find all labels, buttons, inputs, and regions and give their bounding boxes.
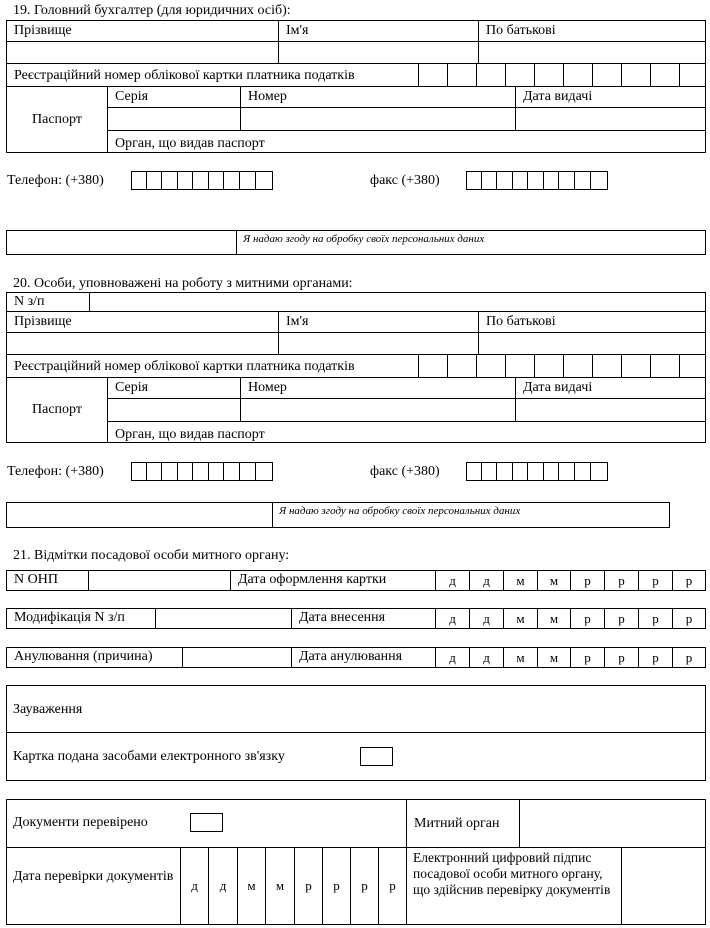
fax-digit[interactable] [481, 171, 497, 190]
s21-remarks-label: Зауваження [13, 702, 83, 717]
date-cell[interactable]: р [638, 570, 673, 591]
date-cell[interactable]: д [208, 847, 238, 925]
s19-consent-label: Я надаю згоду на обробку своїх персональних даних [236, 230, 706, 255]
date-cell[interactable]: р [604, 647, 639, 668]
s19-number-field[interactable] [240, 107, 516, 131]
date-cell[interactable]: р [378, 847, 407, 925]
s19-tax-digit[interactable] [447, 63, 477, 87]
s20-series-field[interactable] [107, 398, 241, 422]
s19-name-label: Ім'я [278, 20, 479, 42]
s21-remarks-box [6, 685, 706, 781]
s20-number-field[interactable] [240, 398, 516, 422]
date-cell[interactable]: м [537, 608, 571, 629]
s19-series-field[interactable] [107, 107, 241, 131]
phone-digit[interactable] [177, 171, 193, 190]
fax-digit[interactable] [512, 462, 528, 481]
s19-tax-digit[interactable] [621, 63, 651, 87]
s19-surname-field[interactable] [6, 41, 279, 64]
date-cell[interactable]: р [604, 570, 639, 591]
s19-tax-id-label: Реєстраційний номер облікової картки платника податків [6, 63, 419, 87]
phone-digit[interactable] [177, 462, 193, 481]
s21-modification-field[interactable] [155, 608, 292, 629]
s19-tax-digit[interactable] [679, 63, 706, 87]
phone-digit[interactable] [223, 171, 240, 190]
s20-tax-digit[interactable] [447, 354, 477, 378]
s20-num-field[interactable] [89, 292, 706, 312]
s21-check-date-label: Дата перевірки документів [13, 869, 174, 884]
s20-tax-digit[interactable] [679, 354, 706, 378]
s20-name-field[interactable] [278, 332, 479, 355]
s19-number-label: Номер [240, 86, 516, 108]
fax-digit[interactable] [590, 171, 608, 190]
s19-fax-cells[interactable] [466, 171, 608, 190]
date-cell[interactable]: д [469, 647, 504, 668]
fax-digit[interactable] [466, 171, 482, 190]
s19-tax-digit[interactable] [476, 63, 506, 87]
date-cell[interactable]: д [435, 570, 470, 591]
phone-digit[interactable] [192, 462, 209, 481]
fax-digit[interactable] [558, 171, 575, 190]
s21-docs-checked-label: Документи перевірено [13, 815, 148, 830]
s19-issue-date-label: Дата видачі [515, 86, 706, 108]
date-cell[interactable]: р [638, 608, 673, 629]
fax-digit[interactable] [574, 462, 591, 481]
phone-digit[interactable] [131, 171, 147, 190]
date-cell[interactable]: д [435, 608, 470, 629]
s20-tax-id-label: Реєстраційний номер облікової картки платника податків [6, 354, 419, 378]
s19-series-label: Серія [107, 86, 241, 108]
date-cell[interactable]: д [180, 847, 209, 925]
s19-issued-by-label: Орган, що видав паспорт [107, 130, 706, 153]
s20-passport-label: Паспорт [6, 377, 108, 443]
s20-consent-signature-field[interactable] [6, 502, 273, 528]
fax-digit[interactable] [558, 462, 575, 481]
s20-tax-digit[interactable] [563, 354, 593, 378]
s19-phone-label: Телефон: (+380) [7, 173, 104, 188]
s20-number-label: Номер [240, 377, 516, 399]
date-cell[interactable]: р [638, 647, 673, 668]
fax-digit[interactable] [527, 171, 544, 190]
phone-digit[interactable] [208, 462, 224, 481]
date-cell[interactable]: р [322, 847, 351, 925]
date-cell[interactable]: р [672, 647, 706, 668]
s19-tax-digit[interactable] [534, 63, 564, 87]
date-cell[interactable]: р [350, 847, 379, 925]
fax-digit[interactable] [466, 462, 482, 481]
date-cell[interactable]: р [570, 570, 605, 591]
s21-modification-label: Модифікація N з/п [6, 608, 156, 629]
s20-tax-digit[interactable] [592, 354, 622, 378]
date-cell[interactable]: д [469, 608, 504, 629]
s21-cancel-date-label: Дата анулювання [291, 647, 436, 668]
phone-digit[interactable] [161, 462, 178, 481]
phone-digit[interactable] [131, 462, 147, 481]
phone-digit[interactable] [161, 171, 178, 190]
s19-phone-cells[interactable] [131, 171, 273, 190]
s21-card-date-label: Дата оформлення картки [230, 570, 436, 591]
s21-signature-label: Електронний цифровий підпис посадової особи митного органу, що здійснив перевірку документів [413, 850, 611, 897]
s19-tax-digit[interactable] [592, 63, 622, 87]
s20-num-label: N з/п [6, 292, 90, 312]
s19-tax-digit[interactable] [650, 63, 680, 87]
s19-fax-label: факс (+380) [370, 173, 440, 188]
phone-digit[interactable] [239, 171, 256, 190]
s20-tax-digit[interactable] [621, 354, 651, 378]
phone-digit[interactable] [239, 462, 256, 481]
section-19-title: 19. Головний бухгалтер (для юридичних осіб): [13, 3, 291, 18]
fax-digit[interactable] [481, 462, 497, 481]
s19-patronymic-field[interactable] [478, 41, 706, 64]
s19-issue-date-field[interactable] [515, 107, 706, 131]
s20-consent-label: Я надаю згоду на обробку своїх персональних даних [272, 502, 670, 528]
fax-digit[interactable] [512, 171, 528, 190]
s21-entry-date-label: Дата внесення [291, 608, 436, 629]
s20-patronymic-field[interactable] [478, 332, 706, 355]
date-cell[interactable]: р [294, 847, 323, 925]
s20-tax-digit[interactable] [650, 354, 680, 378]
s21-onp-label: N ОНП [6, 570, 89, 591]
fax-digit[interactable] [527, 462, 544, 481]
phone-digit[interactable] [255, 171, 273, 190]
date-cell[interactable]: м [503, 647, 538, 668]
s20-name-label: Ім'я [278, 311, 479, 333]
phone-digit[interactable] [255, 462, 273, 481]
date-cell[interactable]: р [570, 647, 605, 668]
s20-fax-cells[interactable] [466, 462, 608, 481]
s20-fax-label: факс (+380) [370, 464, 440, 479]
s19-tax-digit[interactable] [418, 63, 448, 87]
section-20-title: 20. Особи, уповноважені на роботу з митними органами: [13, 276, 353, 291]
date-cell[interactable]: р [672, 570, 706, 591]
section-21-title: 21. Відмітки посадової особи митного органу: [13, 548, 290, 563]
date-cell[interactable]: р [604, 608, 639, 629]
s19-tax-id-cells[interactable] [418, 63, 706, 87]
date-cell[interactable]: д [469, 570, 504, 591]
date-cell[interactable]: м [503, 570, 538, 591]
s19-consent-signature-field[interactable] [6, 230, 237, 255]
date-cell[interactable]: р [570, 608, 605, 629]
s21-customs-body-label: Митний орган [414, 816, 500, 831]
s20-issue-date-field[interactable] [515, 398, 706, 422]
date-cell[interactable]: м [237, 847, 266, 925]
s19-tax-digit[interactable] [563, 63, 593, 87]
fax-digit[interactable] [496, 462, 513, 481]
s21-card-date-cells[interactable] [435, 570, 706, 591]
fax-digit[interactable] [590, 462, 608, 481]
s20-surname-label: Прізвище [6, 311, 279, 333]
date-cell[interactable]: м [503, 608, 538, 629]
divider [6, 732, 706, 733]
date-cell[interactable]: м [537, 647, 571, 668]
s19-name-field[interactable] [278, 41, 479, 64]
s19-passport-label: Паспорт [6, 86, 108, 153]
date-cell[interactable]: д [435, 647, 470, 668]
s20-phone-label: Телефон: (+380) [7, 464, 104, 479]
s20-tax-id-cells[interactable] [418, 354, 706, 378]
phone-digit[interactable] [223, 462, 240, 481]
s20-issued-by-label: Орган, що видав паспорт [107, 421, 706, 443]
s21-customs-body-field[interactable] [520, 800, 706, 847]
phone-digit[interactable] [192, 171, 209, 190]
s20-issue-date-label: Дата видачі [515, 377, 706, 399]
date-cell[interactable]: м [537, 570, 571, 591]
fax-digit[interactable] [496, 171, 513, 190]
s20-patronymic-label: По батькові [478, 311, 706, 333]
s20-tax-digit[interactable] [476, 354, 506, 378]
s21-onp-field[interactable] [88, 570, 231, 591]
s21-check-date-cells[interactable] [180, 847, 407, 925]
s21-entry-date-cells[interactable] [435, 608, 706, 629]
s20-tax-digit[interactable] [505, 354, 535, 378]
date-cell[interactable]: м [265, 847, 295, 925]
s20-phone-cells[interactable] [131, 462, 273, 481]
s19-tax-digit[interactable] [505, 63, 535, 87]
s20-tax-digit[interactable] [418, 354, 448, 378]
s19-surname-label: Прізвище [6, 20, 279, 42]
fax-digit[interactable] [543, 171, 559, 190]
s21-electronic-checkbox[interactable] [360, 747, 393, 766]
phone-digit[interactable] [146, 171, 162, 190]
s21-electronic-label: Картка подана засобами електронного зв'язку [13, 749, 285, 764]
s21-docs-checked-checkbox[interactable] [190, 813, 223, 832]
fax-digit[interactable] [543, 462, 559, 481]
phone-digit[interactable] [208, 171, 224, 190]
s20-tax-digit[interactable] [534, 354, 564, 378]
s21-cancellation-field[interactable] [182, 647, 292, 668]
date-cell[interactable]: р [672, 608, 706, 629]
s19-patronymic-label: По батькові [478, 20, 706, 42]
s21-signature-field[interactable] [622, 848, 706, 925]
s21-cancel-date-cells[interactable] [435, 647, 706, 668]
s20-surname-field[interactable] [6, 332, 279, 355]
s21-cancellation-label: Анулювання (причина) [6, 647, 183, 668]
s20-series-label: Серія [107, 377, 241, 399]
phone-digit[interactable] [146, 462, 162, 481]
fax-digit[interactable] [574, 171, 591, 190]
